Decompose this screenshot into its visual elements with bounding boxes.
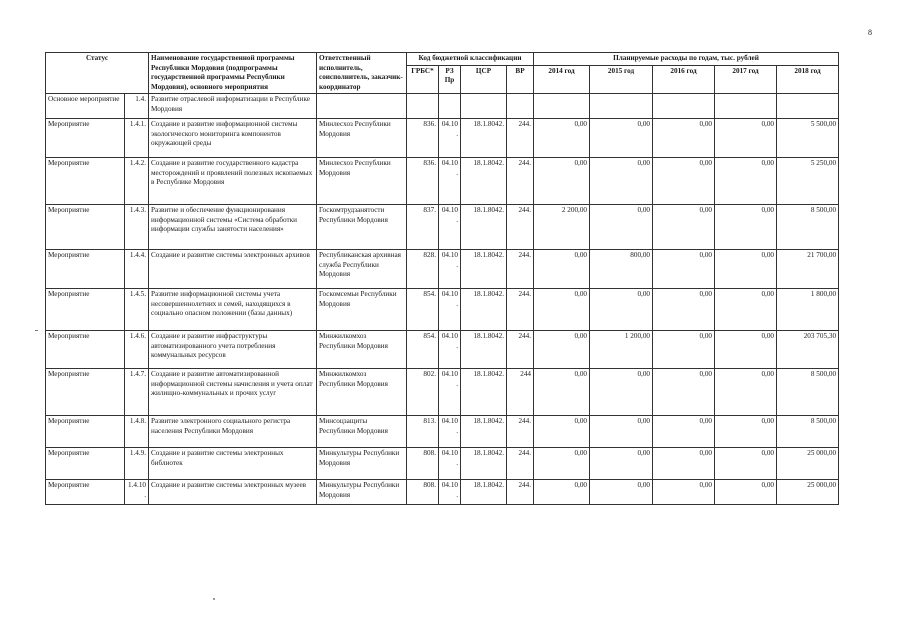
cell-num: 1.4.3. [125,205,149,250]
cell-csr: 18.1.8042. [461,369,507,416]
cell-status: Мероприятие [46,158,125,205]
table-row [46,416,839,448]
cell-grbs: 836. [407,119,439,158]
header-budget-code: Код бюджетной классификации [407,53,534,66]
cell-name: Создание и развитие системы электронных архивов [149,250,317,289]
cell-status: Мероприятие [46,331,125,369]
cell-vr: 244. [507,416,534,448]
cell-y2014 [534,94,590,119]
cell-rz: 04.10. [439,369,461,416]
cell-csr: 18.1.8042. [461,289,507,331]
cell-rz: 04.10. [439,158,461,205]
header-year-2016: 2016 год [653,65,715,94]
header-csr: ЦСР [461,65,507,94]
cell-y2015: 0,00 [590,205,653,250]
cell-y2018 [777,94,839,119]
cell-y2015: 0,00 [590,369,653,416]
cell-y2015: 0,00 [590,158,653,205]
cell-y2016: 0,00 [653,480,715,505]
cell-resp: Минсоцзащиты Республики Мордовия [317,416,407,448]
cell-csr: 18.1.8042. [461,119,507,158]
cell-csr: 18.1.8042. [461,416,507,448]
cell-num: 1.4.1. [125,119,149,158]
cell-rz [439,94,461,119]
cell-name: Развитие и обеспечение функционирования информационной системы «Система обработки информации службы занятости населения» [149,205,317,250]
page-number: 8 [868,28,872,37]
table-row [46,448,839,480]
cell-y2014: 0,00 [534,289,590,331]
cell-grbs: 828. [407,250,439,289]
cell-rz: 04.10. [439,289,461,331]
cell-y2017: 0,00 [715,205,777,250]
cell-y2016: 0,00 [653,250,715,289]
cell-y2014: 0,00 [534,158,590,205]
cell-vr: 244. [507,331,534,369]
header-name: Наименование государственной программы Республики Мордовия (подпрограммы государственной программы Республики Мордовия), основного мероприятия [149,53,317,94]
header-rz: РЗ Пр [439,65,461,94]
cell-vr: 244. [507,448,534,480]
cell-rz: 04.10. [439,448,461,480]
cell-y2016: 0,00 [653,205,715,250]
cell-name: Создание и развитие системы электронных музеев [149,480,317,505]
cell-resp [317,94,407,119]
cell-num: 1.4.8. [125,416,149,448]
cell-grbs: 808. [407,448,439,480]
cell-y2017: 0,00 [715,448,777,480]
cell-status: Мероприятие [46,119,125,158]
cell-y2014: 0,00 [534,416,590,448]
cell-num: 1.4.6. [125,331,149,369]
cell-y2016: 0,00 [653,448,715,480]
cell-status: Мероприятие [46,416,125,448]
cell-vr: 244 [507,369,534,416]
cell-rz: 04.10. [439,480,461,505]
cell-y2015: 0,00 [590,416,653,448]
cell-y2017: 0,00 [715,331,777,369]
header-grbs: ГРБС* [407,65,439,94]
cell-rz: 04.10. [439,205,461,250]
table-row [46,158,839,205]
cell-resp: Минлесхоз Республики Мордовия [317,158,407,205]
cell-resp: Республиканская архивная служба Республики Мордовия [317,250,407,289]
cell-rz: 04.10. [439,416,461,448]
cell-vr: 244. [507,250,534,289]
cell-y2016: 0,00 [653,369,715,416]
cell-y2017: 0,00 [715,480,777,505]
cell-name: Создание и развитие инфраструктуры автоматизированного учета потребления коммунальных ресурсов [149,331,317,369]
cell-y2016: 0,00 [653,289,715,331]
cell-y2015: 0,00 [590,289,653,331]
cell-rz: 04.10. [439,250,461,289]
cell-y2018: 8 500,00 [777,369,839,416]
table-row [46,205,839,250]
cell-y2014: 2 200,00 [534,205,590,250]
cell-csr: 18.1.8042. [461,448,507,480]
cell-status: Мероприятие [46,289,125,331]
cell-csr: 18.1.8042. [461,480,507,505]
cell-status: Мероприятие [46,369,125,416]
cell-name: Развитие отраслевой информатизации в Республике Мордовия [149,94,317,119]
cell-name: Развитие информационной системы учета несовершеннолетних и семей, находящихся в социально опасном положении (базы данных) [149,289,317,331]
cell-csr: 18.1.8042. [461,250,507,289]
cell-y2017: 0,00 [715,416,777,448]
table-row [46,289,839,331]
cell-resp: Минкультуры Республики Мордовия [317,448,407,480]
header-responsible: Ответственный исполнитель, соисполнитель, заказчик-координатор [317,53,407,94]
cell-vr: 244. [507,480,534,505]
cell-y2017: 0,00 [715,119,777,158]
scan-artifact [213,598,215,600]
cell-vr: 244. [507,289,534,331]
cell-y2018: 21 700,00 [777,250,839,289]
cell-y2014: 0,00 [534,480,590,505]
cell-vr: 244. [507,205,534,250]
cell-y2015 [590,94,653,119]
cell-y2016: 0,00 [653,331,715,369]
cell-num: 1.4.7. [125,369,149,416]
cell-vr: 244. [507,119,534,158]
header-vr: ВР [507,65,534,94]
header-year-2018: 2018 год [777,65,839,94]
table-row [46,119,839,158]
cell-y2015: 0,00 [590,448,653,480]
table-row [46,331,839,369]
cell-y2015: 0,00 [590,480,653,505]
cell-y2015: 1 200,00 [590,331,653,369]
cell-status: Мероприятие [46,448,125,480]
cell-y2018: 1 800,00 [777,289,839,331]
cell-y2014: 0,00 [534,448,590,480]
cell-csr: 18.1.8042. [461,158,507,205]
cell-y2018: 8 500,00 [777,205,839,250]
cell-y2016: 0,00 [653,119,715,158]
cell-num: 1.4.5. [125,289,149,331]
cell-y2016: 0,00 [653,158,715,205]
cell-grbs: 802. [407,369,439,416]
header-year-2015: 2015 год [590,65,653,94]
cell-y2017: 0,00 [715,250,777,289]
cell-y2017: 0,00 [715,289,777,331]
cell-y2017 [715,94,777,119]
cell-name: Развитие электронного социального регистра населения Республики Мордовия [149,416,317,448]
cell-name: Создание и развитие системы электронных библиотек [149,448,317,480]
cell-status: Мероприятие [46,205,125,250]
cell-status: Основное мероприятие [46,94,125,119]
cell-y2018: 8 500,00 [777,416,839,448]
header-status: Статус [46,53,149,94]
cell-y2016 [653,94,715,119]
cell-y2017: 0,00 [715,158,777,205]
cell-y2014: 0,00 [534,369,590,416]
header-row-1 [46,53,839,66]
table-row [46,369,839,416]
table-row [46,94,839,119]
table-row [46,250,839,289]
cell-csr [461,94,507,119]
budget-table [45,52,839,505]
cell-name: Создание и развитие автоматизированной информационной системы начисления и учета оплат жилищно-коммунальных и прочих услуг [149,369,317,416]
cell-grbs: 837. [407,205,439,250]
cell-resp: Минжилкомхоз Республики Мордовия [317,369,407,416]
cell-vr [507,94,534,119]
cell-grbs: 836. [407,158,439,205]
cell-name: Создание и развитие информационной системы экологического мониторинга компонентов окружающей среды [149,119,317,158]
cell-grbs [407,94,439,119]
cell-y2016: 0,00 [653,416,715,448]
header-year-2017: 2017 год [715,65,777,94]
cell-y2018: 5 500,00 [777,119,839,158]
table-body [46,94,839,505]
cell-y2018: 25 000,00 [777,448,839,480]
cell-csr: 18.1.8042. [461,331,507,369]
header-year-2014: 2014 год [534,65,590,94]
cell-num: 1.4.4. [125,250,149,289]
cell-status: Мероприятие [46,480,125,505]
cell-resp: Минлесхоз Республики Мордовия [317,119,407,158]
cell-rz: 04.10. [439,119,461,158]
cell-y2018: 203 705,30 [777,331,839,369]
cell-grbs: 808. [407,480,439,505]
cell-y2018: 25 000,00 [777,480,839,505]
cell-num: 1.4.9. [125,448,149,480]
cell-grbs: 854. [407,289,439,331]
cell-y2015: 0,00 [590,119,653,158]
cell-y2017: 0,00 [715,369,777,416]
cell-num: 1.4.10. [125,480,149,505]
cell-y2018: 5 250,00 [777,158,839,205]
cell-vr: 244. [507,158,534,205]
cell-y2014: 0,00 [534,250,590,289]
cell-resp: Минжилкомхоз Республики Мордовия [317,331,407,369]
cell-y2015: 800,00 [590,250,653,289]
cell-num: 1.4.2. [125,158,149,205]
cell-y2014: 0,00 [534,331,590,369]
cell-resp: Госкомсемьи Республики Мордовия [317,289,407,331]
cell-grbs: 813. [407,416,439,448]
cell-status: Мероприятие [46,250,125,289]
scan-artifact [35,330,38,331]
cell-grbs: 854. [407,331,439,369]
cell-name: Создание и развитие государственного кадастра месторождений и проявлений полезных ископаемых в Республике Мордовия [149,158,317,205]
cell-resp: Госкомтрудзанятости Республики Мордовия [317,205,407,250]
cell-y2014: 0,00 [534,119,590,158]
table-row [46,480,839,505]
header-planned: Планируемые расходы по годам, тыс. рублей [534,53,839,66]
cell-resp: Минкультуры Республики Мордовия [317,480,407,505]
cell-num: 1.4. [125,94,149,119]
cell-csr: 18.1.8042. [461,205,507,250]
cell-rz: 04.10. [439,331,461,369]
